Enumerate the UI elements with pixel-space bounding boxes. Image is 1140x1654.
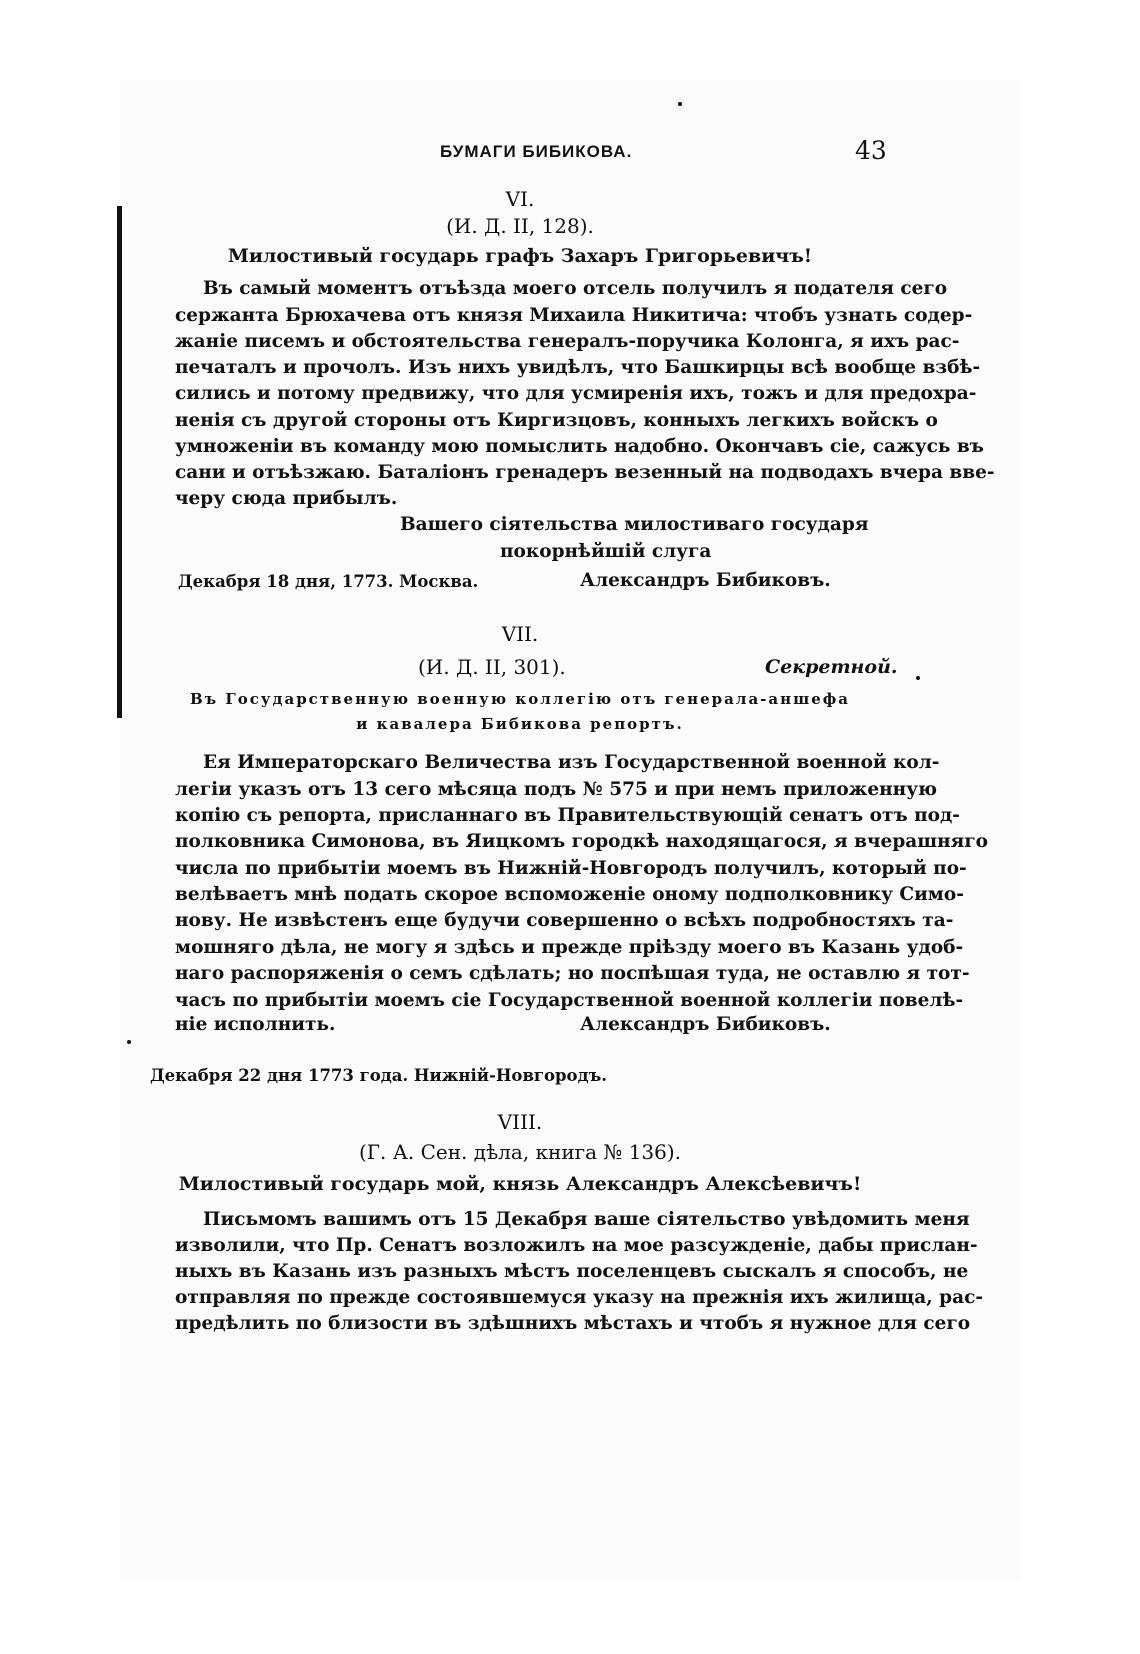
doc7-line: числа по прибытіи моемъ въ Нижній-Новгородъ получилъ, который по-: [175, 858, 967, 879]
doc7-line: наго распоряженія о семъ сдѣлать; но поспѣшая туда, не оставлю я тот-: [175, 963, 970, 984]
doc6-line: сились и потому предвижу, что для усмиренія ихъ, тожъ и для предохра-: [175, 383, 977, 404]
doc8-salutation: Милостивый государь мой, князь Александръ Алексѣевичъ!: [178, 1173, 862, 1195]
doc6-line: ненія съ другой стороны отъ Киргизцовъ, конныхъ легкихъ войскъ о: [175, 410, 938, 431]
doc6-line: черу сюда прибылъ.: [175, 488, 398, 509]
page-number: 43: [855, 136, 887, 165]
doc7-line: мошняго дѣла, не могу я здѣсь и прежде пріѣзду моего въ Казань удоб-: [175, 937, 964, 958]
running-title: БУМАГИ БИБИКОВА.: [440, 142, 633, 161]
doc6-line: жаніе писемъ и обстоятельства генералъ-поручика Колонга, я ихъ рас-: [175, 331, 960, 352]
doc6-closing: покорнѣйшій слуга: [500, 541, 712, 562]
doc6-line: печаталъ и прочолъ. Изъ нихъ увидѣлъ, что Башкирцы всѣ вообще взбѣ-: [175, 357, 981, 378]
print-speck: [916, 676, 920, 680]
doc7-date: Декабря 22 дня 1773 года. Нижній-Новгородъ.: [150, 1066, 607, 1085]
doc8-line: предѣлить по близости въ здѣшнихъ мѣстахъ и чтобъ я нужное для сего: [175, 1313, 971, 1334]
doc7-line: велѣваетъ мнѣ подать скорое вспоможеніе оному подполковнику Симо-: [175, 884, 964, 905]
doc6-signature: Александръ Бибиковъ.: [580, 570, 831, 591]
doc7-line: Ея Императорскаго Величества изъ Государственной военной кол-: [203, 752, 940, 773]
doc6-closing: Вашего сіятельства милостиваго государя: [400, 514, 869, 535]
doc8-line: изволили, что Пр. Сенатъ возложилъ на мое разсужденіе, дабы прислан-: [175, 1235, 978, 1256]
doc6-reference: (И. Д. II, 128).: [446, 214, 594, 238]
doc8-line: Письмомъ вашимъ отъ 15 Декабря ваше сіятельство увѣдомить меня: [203, 1209, 970, 1230]
doc7-line: легіи указъ отъ 13 сего мѣсяца подъ № 575 и при немъ приложенную: [175, 779, 938, 800]
doc7-line: полковника Симонова, въ Яицкомъ городкѣ находящагося, я вчерашняго: [175, 831, 989, 852]
print-speck: [127, 1040, 131, 1044]
doc8-reference: (Г. А. Сен. дѣла, книга № 136).: [358, 1140, 682, 1164]
doc8-numeral: VIII.: [497, 1110, 543, 1134]
doc6-line: Въ самый моментъ отъѣзда моего отсель получилъ я подателя сего: [203, 278, 948, 299]
doc7-line: нову. Не извѣстенъ еще будучи совершенно о всѣхъ подробностяхъ та-: [175, 910, 954, 931]
doc6-salutation: Милостивый государь графъ Захаръ Григорьевичъ!: [227, 245, 813, 267]
print-speck: [678, 102, 682, 106]
doc7-heading: Въ Государственную военную коллегію отъ генерала-аншефа: [189, 690, 851, 708]
margin-bar: [117, 206, 122, 718]
doc8-line: отправляя по прежде состоявшемуся указу на прежнія ихъ жилища, рас-: [175, 1287, 984, 1308]
doc8-line: ныхъ въ Казань изъ разныхъ мѣстъ поселенцевъ сыскалъ я способъ, не: [175, 1261, 969, 1282]
doc7-secret-mark: Секретной.: [765, 656, 898, 678]
doc7-numeral: VII.: [501, 622, 539, 646]
doc7-line: копію съ репорта, присланнаго въ Правительствующій сенатъ отъ под-: [175, 805, 960, 826]
doc6-line: сержанта Брюхачева отъ князя Михаила Никитича: чтобъ узнать содер-: [175, 305, 973, 326]
doc7-heading: и кавалера Бибикова репортъ.: [356, 715, 684, 733]
doc6-date: Декабря 18 дня, 1773. Москва.: [178, 572, 479, 591]
doc6-numeral: VI.: [505, 187, 535, 211]
doc7-line: часъ по прибытіи моемъ сіе Государственной военной коллегіи повелѣ-: [175, 990, 964, 1011]
doc6-line: сани и отъѣзжаю. Баталіонъ гренадеръ везенный на подводахъ вчера вве-: [175, 462, 995, 483]
doc7-signature: Александръ Бибиковъ.: [580, 1014, 831, 1035]
doc6-line: умноженіи въ команду мою помыслить надобно. Окончавъ сіе, сажусь въ: [175, 436, 984, 457]
doc7-reference: (И. Д. II, 301).: [418, 655, 566, 679]
doc7-last-line: ніе исполнить.: [175, 1014, 336, 1035]
